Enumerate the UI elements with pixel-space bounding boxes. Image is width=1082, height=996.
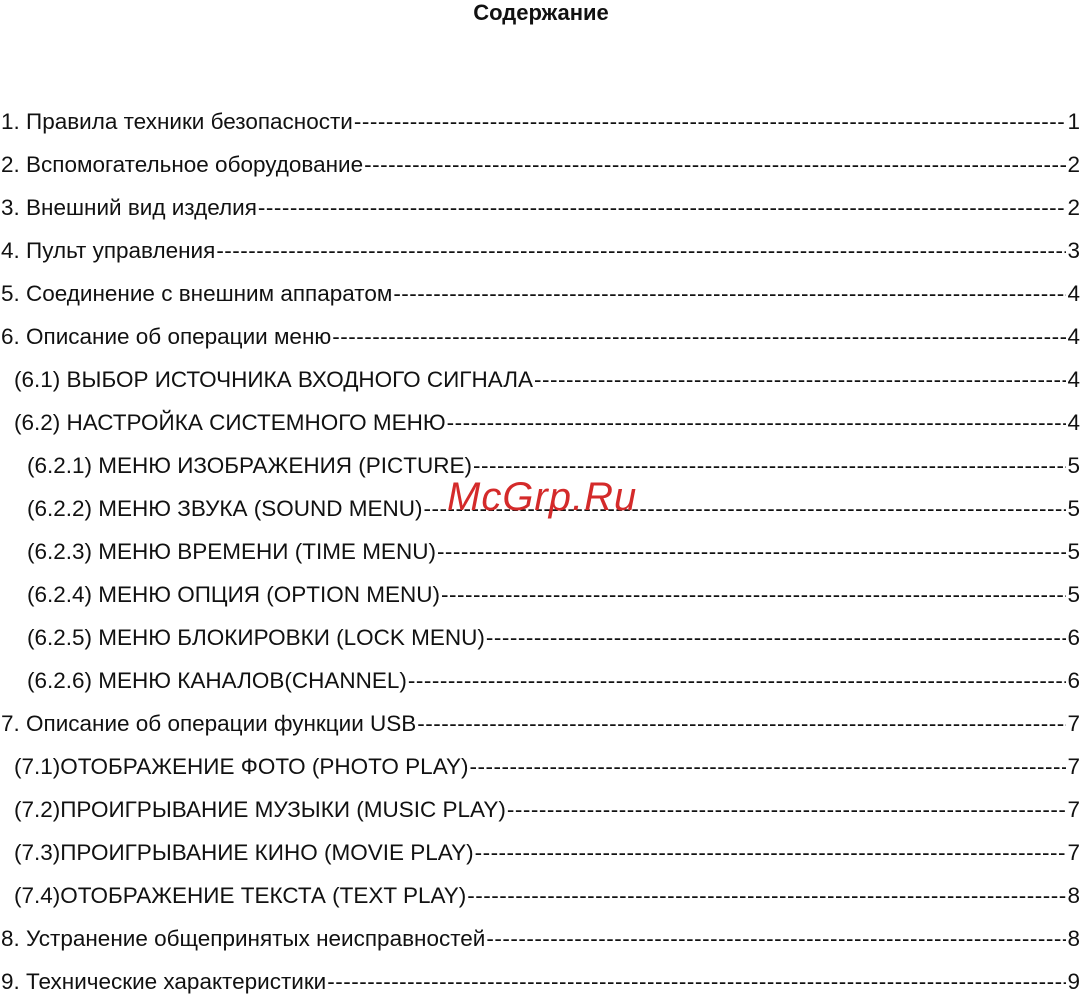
toc-entry-page: 5 xyxy=(1067,496,1080,521)
toc-entry-label: 1. Правила техники безопасности xyxy=(1,109,353,134)
toc-dot-leader xyxy=(534,366,1067,394)
toc-entry-page: 4 xyxy=(1067,281,1080,306)
toc-dot-leader xyxy=(332,323,1066,351)
toc-entry-2 xyxy=(0,136,1082,179)
toc-entry-page: 4 xyxy=(1067,367,1080,392)
toc-dot-leader xyxy=(441,581,1066,609)
toc-entry-label: (7.4)ОТОБРАЖЕНИЕ ТЕКСТА (TEXT PLAY) xyxy=(14,883,467,908)
toc-entry-4 xyxy=(0,222,1082,265)
toc-entry-label: (6.2.4) МЕНЮ ОПЦИЯ (OPTION MENU) xyxy=(27,582,440,607)
toc-dot-leader xyxy=(258,194,1067,222)
toc-dot-leader xyxy=(470,753,1067,781)
toc-entry-page: 1 xyxy=(1067,109,1080,134)
toc-entry-7-2 xyxy=(0,781,1082,824)
toc-dot-leader xyxy=(417,710,1066,738)
toc-entry-page: 3 xyxy=(1067,238,1080,263)
toc-entry-label: (6.2.3) МЕНЮ ВРЕМЕНИ (TIME MENU) xyxy=(27,539,436,564)
toc-entry-label: 5. Соединение с внешним аппаратом xyxy=(1,281,393,306)
toc-dot-leader xyxy=(486,925,1066,953)
toc-entry-5 xyxy=(0,265,1082,308)
toc-entry-7-4 xyxy=(0,867,1082,910)
toc-entry-page: 8 xyxy=(1067,926,1080,951)
toc-entry-page: 7 xyxy=(1067,754,1080,779)
toc-entry-page: 5 xyxy=(1067,582,1080,607)
toc-dot-leader xyxy=(216,237,1066,265)
toc-entry-6-2-3 xyxy=(0,523,1082,566)
page-title: Содержание xyxy=(473,0,609,25)
toc-entry-page: 8 xyxy=(1067,883,1080,908)
toc-dot-leader xyxy=(364,151,1066,179)
toc-entry-label: (6.2.6) МЕНЮ КАНАЛОВ(CHANNEL) xyxy=(27,668,407,693)
toc-entry-label: (6.2.5) МЕНЮ БЛОКИРОВКИ (LOCK MENU) xyxy=(27,625,485,650)
toc-entry-6-2-5 xyxy=(0,609,1082,652)
toc-dot-leader xyxy=(447,409,1067,437)
toc-entry-1 xyxy=(0,93,1082,136)
toc-dot-leader xyxy=(467,882,1066,910)
toc-entry-label: 8. Устранение общепринятых неисправностей xyxy=(1,926,486,951)
toc-entry-page: 7 xyxy=(1067,797,1080,822)
toc-entry-6-2 xyxy=(0,394,1082,437)
toc-entry-7-1 xyxy=(0,738,1082,781)
toc-entry-label: 4. Пульт управления xyxy=(1,238,216,263)
toc-entry-8 xyxy=(0,910,1082,953)
toc-entry-page: 2 xyxy=(1067,152,1080,177)
toc-entry-label: (6.2.2) МЕНЮ ЗВУКА (SOUND MENU) xyxy=(27,496,423,521)
toc-entry-page: 5 xyxy=(1067,539,1080,564)
toc-dot-leader xyxy=(475,839,1067,867)
toc-dot-leader xyxy=(486,624,1067,652)
toc-entry-7 xyxy=(0,695,1082,738)
toc-entry-label: (6.1) ВЫБОР ИСТОЧНИКА ВХОДНОГО СИГНАЛА xyxy=(14,367,533,392)
toc-dot-leader xyxy=(437,538,1067,566)
toc-entry-page: 2 xyxy=(1067,195,1080,220)
toc-entry-6 xyxy=(0,308,1082,351)
toc-entry-label: (7.3)ПРОИГРЫВАНИЕ КИНО (MOVIE PLAY) xyxy=(14,840,474,865)
toc-entry-label: 7. Описание об операции функции USB xyxy=(1,711,417,736)
toc-entry-label: (6.2) НАСТРОЙКА СИСТЕМНОГО МЕНЮ xyxy=(14,410,446,435)
toc-entry-6-2-4 xyxy=(0,566,1082,609)
toc-entry-9 xyxy=(0,953,1082,996)
toc-dot-leader xyxy=(393,280,1066,308)
toc-entry-7-3 xyxy=(0,824,1082,867)
toc-entry-page: 9 xyxy=(1067,969,1080,994)
toc-entry-label: 3. Внешний вид изделия xyxy=(1,195,257,220)
toc-entry-page: 7 xyxy=(1067,840,1080,865)
toc-entry-label: (7.1)ОТОБРАЖЕНИЕ ФОТО (PHOTO PLAY) xyxy=(14,754,469,779)
toc-entry-label: 6. Описание об операции меню xyxy=(1,324,332,349)
toc-entry-page: 4 xyxy=(1067,324,1080,349)
toc-entry-page: 4 xyxy=(1067,410,1080,435)
toc-entry-6-1 xyxy=(0,351,1082,394)
toc-dot-leader xyxy=(354,108,1067,136)
toc-entry-6-2-6 xyxy=(0,652,1082,695)
toc-dot-leader xyxy=(408,667,1067,695)
toc-dot-leader xyxy=(327,968,1066,996)
toc-dot-leader xyxy=(507,796,1067,824)
toc-entry-page: 5 xyxy=(1067,453,1080,478)
toc-entry-3 xyxy=(0,179,1082,222)
toc-entry-page: 6 xyxy=(1067,625,1080,650)
table-of-contents xyxy=(0,93,1082,996)
toc-entry-label: 2. Вспомогательное оборудование xyxy=(1,152,364,177)
toc-entry-label: 9. Технические характеристики xyxy=(1,969,327,994)
watermark-text: McGrp.Ru xyxy=(447,475,638,519)
toc-entry-page: 6 xyxy=(1067,668,1080,693)
toc-entry-label: (7.2)ПРОИГРЫВАНИЕ МУЗЫКИ (MUSIC PLAY) xyxy=(14,797,506,822)
toc-entry-page: 7 xyxy=(1067,711,1080,736)
toc-entry-label: (6.2.1) МЕНЮ ИЗОБРАЖЕНИЯ (PICTURE) xyxy=(27,453,472,478)
